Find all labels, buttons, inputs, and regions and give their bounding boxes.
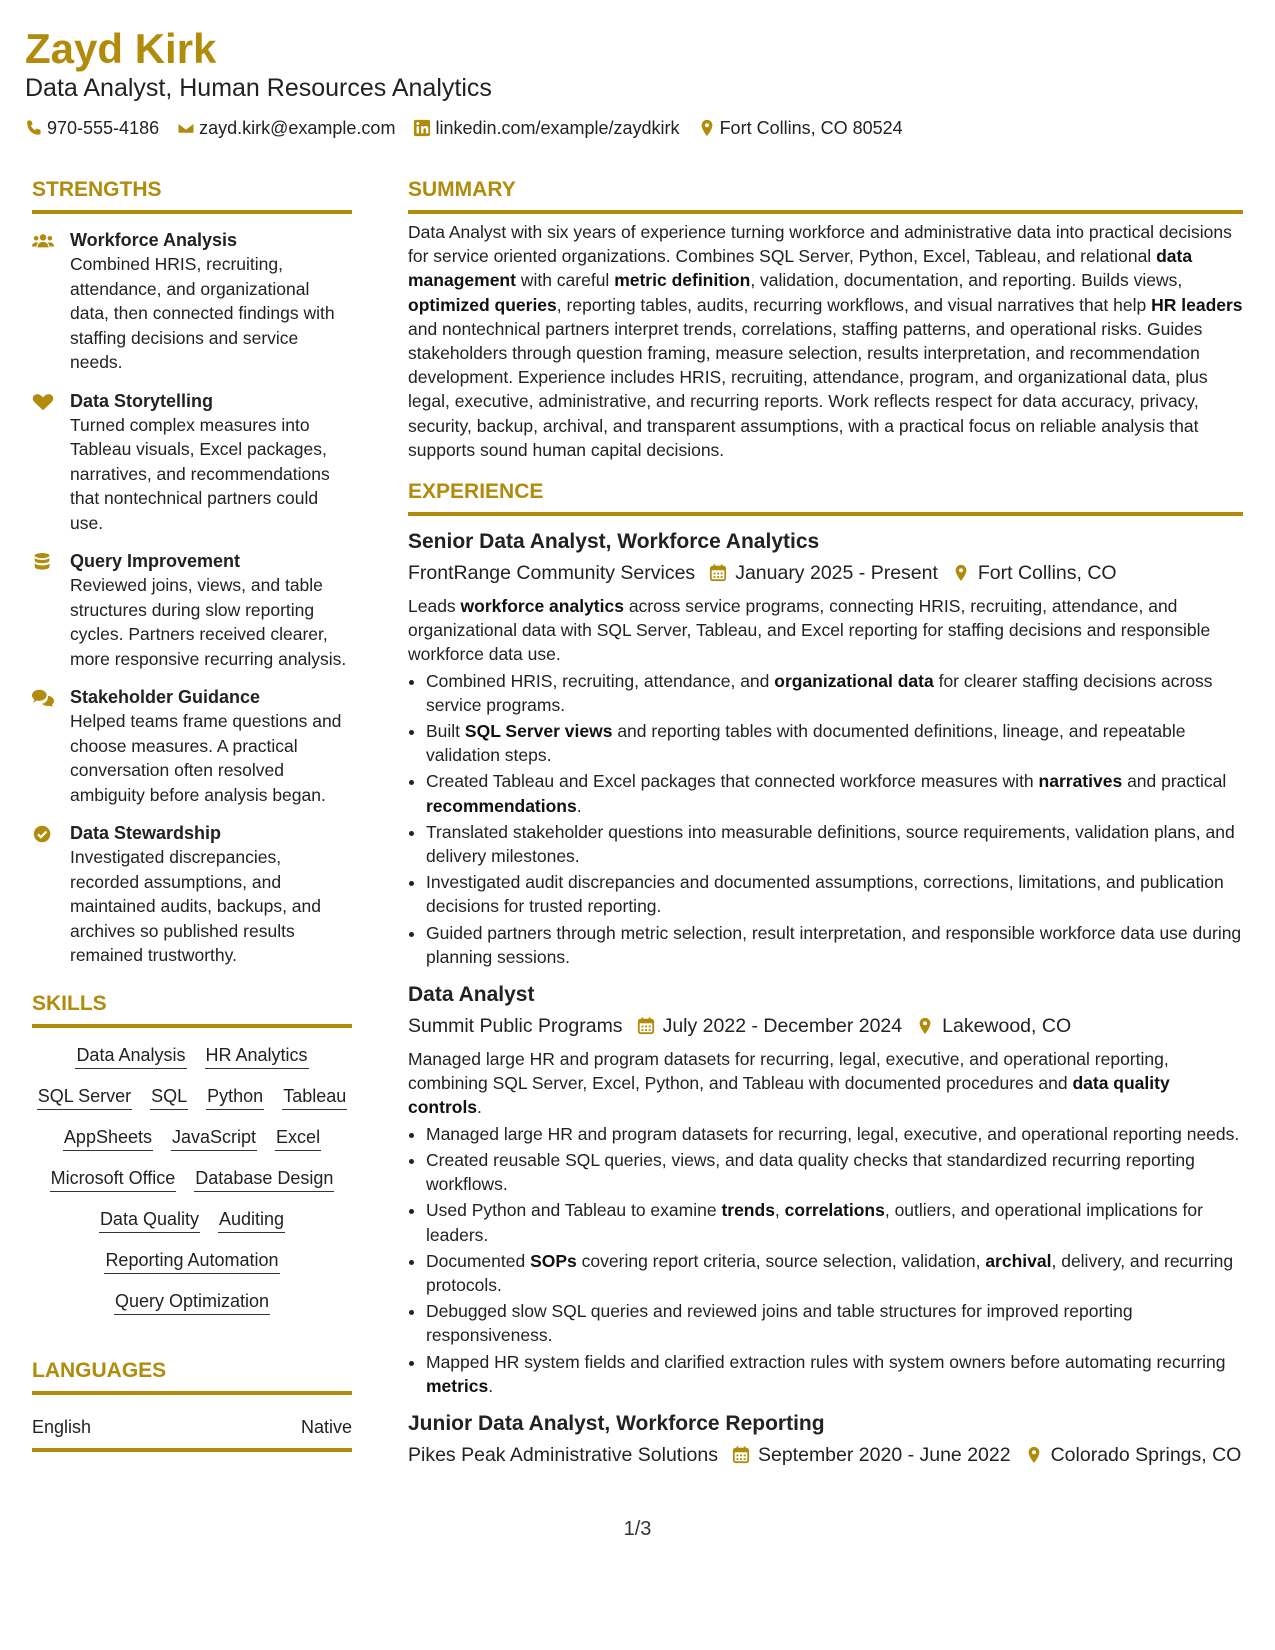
check-circle-icon: [32, 824, 54, 844]
job-meta: [408, 1013, 1243, 1039]
right-column: [408, 176, 1243, 1468]
text-run: Combined HRIS, recruiting, attendance, and: [426, 670, 775, 691]
bold-phrase: HR leaders: [1151, 294, 1243, 315]
text-run: Guided partners through metric selection, result interpretation, and responsible workforce data use during planning sessions.: [426, 922, 1242, 967]
job-bullet: [426, 1148, 1243, 1196]
job-meta: [408, 1442, 1243, 1468]
text-run: ,: [774, 1200, 785, 1221]
summary-text: [408, 220, 1243, 462]
heart-icon: [32, 392, 54, 412]
text-run: covering report criteria, source selection, validation,: [576, 1250, 986, 1271]
text-run: Built: [426, 721, 465, 742]
strength-item: [32, 389, 352, 536]
left-column: [32, 176, 352, 1452]
contact-bar: [25, 116, 1245, 140]
text-run: Created Tableau and Excel packages that connected workforce measures with: [426, 771, 1039, 792]
experience-heading: EXPERIENCE: [408, 478, 1243, 516]
candidate-title: Data Analyst, Human Resources Analytics: [25, 74, 492, 102]
phone-text: 970-555-4186: [47, 118, 160, 138]
job-bullet: [426, 870, 1243, 918]
bold-phrase: narratives: [1038, 771, 1123, 792]
bold-phrase: workforce analytics: [460, 596, 624, 617]
skill-tag: AppSheets: [63, 1124, 153, 1151]
job-bullet: [426, 1249, 1243, 1297]
map-pin-icon: [698, 119, 716, 137]
skill-tag: Database Design: [194, 1165, 334, 1192]
language-row: [32, 1417, 352, 1452]
phone-icon: [25, 119, 43, 137]
languages-section: [32, 1357, 352, 1452]
skill-tag: Data Analysis: [75, 1042, 186, 1069]
candidate-name: Zayd Kirk: [25, 25, 217, 72]
contact-location: [698, 116, 903, 140]
text-run: Managed large HR and program datasets for recurring, legal, executive, and operational reporting, combining SQL Server, Excel, Python, and Tableau with documented procedures and: [408, 1049, 1169, 1094]
strength-item: [32, 549, 352, 671]
job-entry: [408, 981, 1243, 1398]
job-bullet: [426, 1198, 1243, 1246]
bold-phrase: data quality controls: [408, 1073, 1170, 1118]
skill-tag: Microsoft Office: [50, 1165, 177, 1192]
job-bullet: [426, 921, 1243, 969]
skill-tag: Tableau: [282, 1083, 347, 1110]
linkedin-icon: [413, 119, 431, 137]
skill-tag: Excel: [275, 1124, 321, 1151]
job-entry: [408, 528, 1243, 969]
job-location: Fort Collins, CO: [977, 562, 1117, 585]
strength-item: [32, 228, 352, 375]
bold-phrase: recommendations: [426, 795, 577, 816]
text-run: Created reusable SQL queries, views, and data quality checks that standardized recurring reporting workflows.: [426, 1149, 1195, 1195]
strength-title: Stakeholder Guidance: [70, 687, 261, 707]
skills-section: [32, 990, 352, 1315]
job-description: [408, 594, 1243, 667]
text-run: Leads: [408, 596, 461, 617]
text-run: and nontechnical partners interpret trends, correlations, staffing patterns, and operational risks. Guides stakeholders through question framing, measure selection, results interpretation, and recommendation development. Experience includes HRIS, recruiting, attendance, program, and organizational data, plus legal, executive, administrative, and recurring reports. Work reflects respect for data accuracy, privacy, security, backup, archival, and transparent assumptions, with a practical focus on reliable analysis that supports sound human capital decisions.: [408, 318, 1208, 460]
skill-tag: Data Quality: [99, 1206, 200, 1233]
job-bullets: [408, 669, 1243, 969]
job-description: [408, 1047, 1243, 1120]
database-icon: [32, 552, 54, 572]
summary-section: [408, 176, 1243, 462]
strength-title: Query Improvement: [70, 551, 241, 571]
job-location: Colorado Springs, CO: [1050, 1443, 1242, 1466]
skills-list: [32, 1042, 352, 1315]
text-run: Used Python and Tableau to examine: [426, 1200, 722, 1221]
strength-item: [32, 821, 352, 968]
text-run: Translated stakeholder questions into measurable definitions, source requirements, validation plans, and delivery milestones.: [426, 821, 1235, 867]
job-bullet: [426, 1350, 1243, 1398]
calendar-icon: [732, 1442, 750, 1465]
job-company: FrontRange Community Services: [408, 562, 696, 585]
job-title: Data Analyst: [408, 983, 535, 1007]
text-run: , reporting tables, audits, recurring workflows, and visual narratives that help: [556, 294, 1152, 315]
job-bullet: [426, 769, 1243, 817]
skill-tag: Auditing: [218, 1206, 285, 1233]
contact-linkedin[interactable]: [413, 116, 679, 140]
job-dates: September 2020 - June 2022: [757, 1443, 1011, 1466]
job-dates: January 2025 - Present: [735, 562, 938, 585]
text-run: , outliers, and operational implications for leaders.: [426, 1200, 1203, 1245]
text-run: .: [576, 795, 582, 816]
bold-phrase: optimized queries: [408, 294, 557, 315]
map-pin-icon: [1025, 1442, 1043, 1465]
language-level: Native: [300, 1416, 352, 1437]
job-bullets: [408, 1122, 1243, 1398]
resume-header: [25, 24, 1245, 140]
strengths-heading: STRENGTHS: [32, 176, 352, 214]
map-pin-icon: [916, 1013, 934, 1036]
skill-tag: HR Analytics: [205, 1042, 309, 1069]
text-run: with careful: [515, 270, 615, 291]
text-run: Investigated audit discrepancies and documented assumptions, corrections, limitations, and publication decisions for trusted reporting.: [426, 872, 1224, 917]
experience-section: [408, 478, 1243, 1468]
job-company: Pikes Peak Administrative Solutions: [408, 1443, 718, 1466]
language-name: English: [32, 1416, 92, 1437]
linkedin-text: linkedin.com/example/zaydkirk: [435, 118, 680, 138]
skill-tag: Reporting Automation: [104, 1247, 279, 1274]
text-run: Documented: [426, 1250, 531, 1271]
text-run: .: [488, 1375, 494, 1396]
job-bullet: [426, 669, 1243, 717]
calendar-icon: [637, 1013, 655, 1036]
envelope-icon: [177, 119, 195, 137]
languages-heading: LANGUAGES: [32, 1357, 352, 1395]
text-run: for clearer staffing decisions across service programs.: [426, 670, 1213, 715]
text-run: across service programs, connecting HRIS, recruiting, attendance, and organizational data with SQL Server, Tableau, and Excel reporting for staffing decisions and responsible workforce data use.: [408, 596, 1211, 665]
strength-title: Data Storytelling: [70, 390, 214, 411]
strength-title: Workforce Analysis: [70, 230, 238, 250]
email-text: zayd.kirk@example.com: [199, 118, 396, 138]
job-bullet: [426, 1122, 1243, 1146]
skill-tag: SQL: [150, 1083, 188, 1110]
bold-phrase: trends: [721, 1200, 775, 1221]
job-title: Senior Data Analyst, Workforce Analytics: [408, 530, 820, 554]
text-run: Debugged slow SQL queries and reviewed joins and table structures for improved reporting responsiveness.: [426, 1301, 1133, 1346]
bold-phrase: archival: [985, 1250, 1052, 1271]
strength-desc: Turned complex measures into Tableau visuals, Excel packages, narratives, and recommendations that nontechnical partners could use.: [70, 414, 330, 533]
text-run: Data Analyst with six years of experience turning workforce and administrative data into practical decisions for service oriented organizations. Combines SQL Server, Python, Excel, Tableau, and relational: [408, 222, 1232, 267]
text-run: , delivery, and recurring protocols.: [426, 1250, 1234, 1295]
job-bullet: [426, 719, 1243, 767]
skill-tag: Python: [206, 1083, 264, 1110]
job-meta: [408, 560, 1243, 586]
map-pin-icon: [952, 560, 970, 583]
strength-desc: Investigated discrepancies, recorded assumptions, and maintained audits, backups, and archives so published results remained trustworthy.: [70, 847, 321, 965]
strengths-section: [32, 176, 352, 968]
text-run: Mapped HR system fields and clarified extraction rules with system owners before automating recurring: [426, 1351, 1226, 1372]
page-number: 1/3: [623, 1518, 652, 1540]
job-entry: [408, 1410, 1243, 1468]
skill-tag: SQL Server: [37, 1083, 132, 1110]
users-icon: [32, 231, 54, 251]
job-bullet: [426, 1299, 1243, 1347]
bold-phrase: metric definition: [614, 270, 751, 291]
job-location: Lakewood, CO: [942, 1015, 1072, 1038]
comments-icon: [32, 688, 54, 708]
skill-tag: Query Optimization: [114, 1288, 270, 1315]
skill-tag: JavaScript: [171, 1124, 257, 1151]
contact-phone[interactable]: [25, 116, 159, 140]
strength-title: Data Stewardship: [70, 823, 222, 843]
job-list: [408, 528, 1243, 1468]
text-run: , validation, documentation, and reporting. Builds views,: [750, 270, 1183, 291]
skills-heading: SKILLS: [32, 990, 352, 1028]
bold-phrase: data management: [408, 246, 1193, 291]
text-run: .: [477, 1097, 482, 1118]
job-bullet: [426, 820, 1243, 868]
location-text: Fort Collins, CO 80524: [719, 118, 903, 138]
bold-phrase: SQL Server views: [464, 721, 613, 742]
job-dates: July 2022 - December 2024: [662, 1015, 903, 1038]
bold-phrase: SOPs: [530, 1250, 577, 1271]
strength-desc: Combined HRIS, recruiting, attendance, and organizational data, then connected findings with staffing decisions and service needs.: [70, 254, 335, 372]
bold-phrase: correlations: [784, 1200, 885, 1221]
text-run: and reporting tables with documented definitions, lineage, and repeatable validation steps.: [426, 721, 1186, 766]
bold-phrase: metrics: [426, 1375, 489, 1396]
strength-item: [32, 685, 352, 807]
job-company: Summit Public Programs: [408, 1015, 623, 1038]
job-title: Junior Data Analyst, Workforce Reporting: [408, 1411, 825, 1435]
summary-heading: SUMMARY: [408, 176, 1243, 214]
calendar-icon: [709, 560, 727, 583]
text-run: Managed large HR and program datasets for recurring, legal, executive, and operational reporting needs.: [426, 1123, 1240, 1144]
bold-phrase: organizational data: [774, 670, 934, 691]
text-run: and practical: [1122, 771, 1227, 792]
strength-desc: Reviewed joins, views, and table structures during slow reporting cycles. Partners received clearer, more responsive recurring analysis.: [70, 575, 347, 669]
strength-desc: Helped teams frame questions and choose measures. A practical conversation often resolved ambiguity before analysis began.: [70, 711, 342, 805]
contact-email[interactable]: [177, 116, 395, 140]
